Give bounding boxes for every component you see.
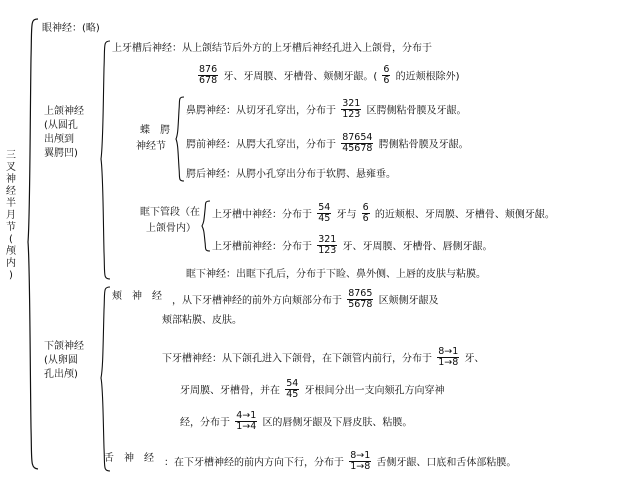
infraorbital-nerve-line: 眶下神经：出眶下孔后，分布于下睑、鼻外侧、上唇的皮肤与粘膜。: [186, 269, 486, 280]
branch-ophthalmic-text: 眼神经：(略): [42, 23, 100, 34]
nasopalatine-text-after: 区腭侧粘骨膜及牙龈。: [366, 105, 467, 117]
greater-palatine-text-after: 腭侧粘骨膜及牙龈。: [378, 139, 469, 151]
sphenopalatine-brace: [174, 96, 186, 182]
lingual-nerve-line: [164, 452, 516, 473]
buccal-nerve-label: 颊 神 经: [112, 291, 162, 302]
lesser-palatine-text: 腭后神经：从腭小孔穿出分布于软腭、悬雍垂。: [186, 169, 396, 180]
msa-text-mid: 牙与: [336, 209, 357, 221]
buccal-nerve-line2: 颊部粘膜、皮肤。: [162, 315, 242, 326]
inferior-alveolar-nerve-line1: [162, 348, 484, 369]
middle-superior-alveolar-line: [212, 204, 555, 225]
infraorbital-canal-label-2: 上颌骨内）: [146, 223, 196, 234]
greater-palatine-nerve-line: [186, 134, 469, 155]
mandibular-brace: [98, 286, 112, 472]
tooth-frac-8765-5678: $\frac{8765}{5678}$: [348, 288, 373, 310]
greater-palatine-text-before: 腭前神经：从腭大孔穿出，分布于: [186, 139, 336, 151]
maxillary-brace: [98, 40, 112, 280]
root-brace: [22, 18, 40, 470]
tooth-frac-321-123-a: $\frac{321}{123}$: [342, 98, 361, 120]
ian3-text-after: 区的唇侧牙龈及下唇皮肤、粘膜。: [262, 417, 413, 429]
lingual-text-after: 舌侧牙龈、口底和舌体部粘膜。: [376, 457, 517, 469]
tooth-frac-54-45-a: $\frac{54}{45}$: [318, 202, 331, 224]
infraorbital-canal-brace: [200, 200, 212, 252]
buccal-nerve-line1: [172, 290, 439, 311]
inferior-alveolar-nerve-line2: [180, 380, 444, 401]
tooth-frac-876-678: $\frac{876}{678}$: [199, 64, 218, 86]
posterior-superior-alveolar-line2: [196, 66, 460, 87]
ian-text-before: 下牙槽神经：从下颌孔进入下颌骨，在下颌管内前行，分布于: [162, 353, 432, 365]
infraorbital-canal-label-1: 眶下管段（在: [140, 207, 200, 218]
tooth-frac-8to1-1to8-a: $\frac{8\to 1}{1\to 8}$: [438, 346, 459, 368]
sphenopalatine-ganglion-label-1: 蝶 腭: [140, 125, 170, 136]
buccal-text-after: 区颊侧牙龈及: [378, 295, 439, 307]
anterior-superior-alveolar-line: [212, 236, 493, 257]
posterior-superior-alveolar-line1: 上牙槽后神经：从上颌结节后外方的上牙槽后神经孔进入上颌骨，分布于: [112, 43, 432, 54]
lesser-palatine-nerve-line: [186, 168, 396, 181]
buccal-text-before: ，从下牙槽神经的前外方向颊部分布于: [172, 295, 342, 307]
nasopalatine-text-before: 鼻腭神经：从切牙孔穿出，分布于: [186, 105, 336, 117]
ian3-text-before: 经，分布于: [180, 417, 230, 429]
sphenopalatine-ganglion-label-2: 神经节: [136, 141, 166, 152]
tooth-frac-6-6: $\frac{6}{6}$: [383, 64, 390, 86]
ian-text-after: 牙、: [464, 353, 485, 365]
tooth-frac-54-45-b: $\frac{54}{45}$: [286, 378, 299, 400]
tooth-frac-4to1-1to4: $\frac{4\to 1}{1\to 4}$: [236, 410, 257, 432]
branch-maxillary-label: 上颌神经 (从圆孔 出颅到 翼腭凹): [44, 106, 84, 159]
asa-text-after: 牙、牙周膜、牙槽骨、唇侧牙龈。: [342, 241, 493, 253]
psa-text-mid: 牙、牙周膜、牙槽骨、颊侧牙龈。(: [223, 71, 378, 83]
tooth-frac-6-6-b: $\frac{6}{6}$: [362, 202, 369, 224]
tooth-frac-87654-45678: $\frac{87654}{45678}$: [342, 132, 373, 154]
psa-text-end: 的近颊根除外): [395, 71, 460, 83]
ian2-text-before: 牙周膜、牙槽骨，并在: [180, 385, 280, 397]
branch-mandibular-label: 下颌神经 (从卵圆 孔出颅): [44, 341, 84, 380]
nasopalatine-nerve-line: [186, 100, 467, 121]
lingual-text-before: ：在下牙槽神经的前内方向下行，分布于: [164, 457, 344, 469]
lingual-nerve-label: 舌 神 经: [104, 453, 154, 464]
msa-text-after: 的近颊根、牙周膜、牙槽骨、颊侧牙龈。: [374, 209, 555, 221]
inferior-alveolar-nerve-line3: [180, 412, 412, 433]
tooth-frac-321-123-b: $\frac{321}{123}$: [318, 234, 337, 256]
asa-text-before: 上牙槽前神经：分布于: [212, 241, 312, 253]
tooth-frac-8to1-1to8-b: $\frac{8\to 1}{1\to 8}$: [350, 450, 371, 472]
msa-text-before: 上牙槽中神经：分布于: [212, 209, 312, 221]
ian2-text-after: 牙根间分出一支向颏孔方向穿神: [304, 385, 445, 397]
root-label: 三 叉 神 经 半 月 节 ( 颅 内 ): [6, 150, 16, 281]
